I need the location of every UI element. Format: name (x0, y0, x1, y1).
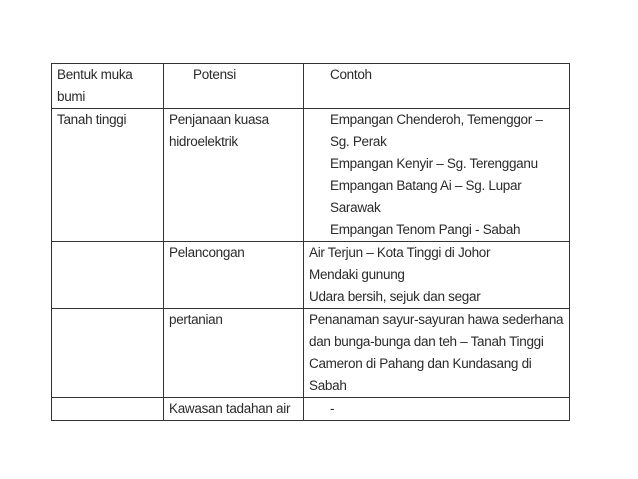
contoh-item: Penanaman sayur-sayuran hawa sederhana dan bunga-bunga dan teh – Tanah Tinggi Cameron di Pahang dan Kundasang di Sabah (309, 312, 564, 393)
row-label-empty (52, 309, 164, 398)
contoh-cell (304, 242, 570, 309)
contoh-item: - (330, 401, 335, 416)
table-row (52, 109, 570, 242)
contoh-cell (304, 398, 570, 421)
contoh-item: Mendaki gunung (309, 267, 405, 282)
contoh-item: Udara bersih, sejuk dan segar (309, 289, 481, 304)
potensi-cell: Pelancongan (164, 242, 304, 309)
row-label-empty (52, 242, 164, 309)
contoh-item: Empangan Tenom Pangi - Sabah (330, 222, 521, 237)
header-contoh: Contoh (304, 64, 570, 109)
table-header-row (52, 64, 570, 109)
potensi-cell: Kawasan tadahan air (164, 398, 304, 421)
potensi-cell: Penjanaan kuasa hidroelektrik (164, 109, 304, 242)
row-label-empty (52, 398, 164, 421)
table-row (52, 398, 570, 421)
contoh-item: Empangan Chenderoh, Temenggor – Sg. Perak (330, 112, 543, 149)
contoh-item: Air Terjun – Kota Tinggi di Johor (309, 245, 491, 260)
landform-potential-table (51, 63, 570, 421)
contoh-cell (304, 309, 570, 398)
row-label-tanah-tinggi: Tanah tinggi (52, 109, 164, 242)
table-row (52, 309, 570, 398)
contoh-cell (304, 109, 570, 242)
header-potensi: Potensi (164, 64, 304, 109)
potensi-cell: pertanian (164, 309, 304, 398)
contoh-item: Empangan Batang Ai – Sg. Lupar Sarawak (330, 178, 522, 215)
table-row (52, 242, 570, 309)
header-bentuk-muka-bumi: Bentuk muka bumi (52, 64, 164, 109)
contoh-item: Empangan Kenyir – Sg. Terengganu (330, 156, 538, 171)
